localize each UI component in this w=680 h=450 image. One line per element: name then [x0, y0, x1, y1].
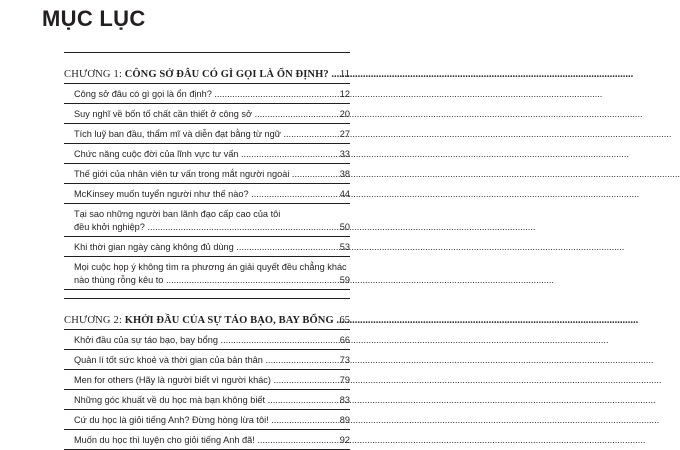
- chapter-title: CÔNG SỞ ĐÂU CÓ GÌ GỌI LÀ ỔN ĐỊNH?: [124, 69, 329, 80]
- chapter-section: [64, 52, 350, 290]
- table-of-contents: [64, 52, 350, 450]
- toc-entry-page-number: 53: [339, 242, 350, 252]
- toc-entry-title: Suy nghĩ về bốn tố chất cần thiết ở công sở .....: [74, 108, 339, 121]
- toc-entry[interactable]: [64, 144, 350, 164]
- toc-entry-title: Khi thời gian ngày càng không đủ dùng .....: [74, 241, 339, 254]
- toc-entry-page-number: 27: [339, 129, 350, 139]
- toc-entry-page-number: 38: [339, 169, 350, 179]
- chapter-section: [64, 298, 350, 450]
- toc-entry-title: Những góc khuất về du học mà bạn không biết .....: [74, 394, 339, 407]
- toc-entry-title: Cứ du học là giỏi tiếng Anh? Đừng hòng lừa tôi! .....: [74, 414, 339, 427]
- chapter-heading-text: [64, 314, 339, 327]
- toc-entry-page-number: 83: [339, 395, 350, 405]
- toc-entry-title: Tích luỹ ban đầu, thẩm mĩ và diễn đạt bằng từ ngữ .....: [74, 128, 339, 141]
- chapter-number: CHƯƠNG 2:: [64, 315, 123, 326]
- toc-entry-page-number: 50: [339, 222, 350, 232]
- toc-entry-page-number: 66: [339, 335, 350, 345]
- toc-entry-title-line: đều khởi nghiệp? .....: [74, 221, 339, 234]
- chapter-heading[interactable]: [64, 298, 350, 330]
- toc-entry-page-number: 73: [339, 355, 350, 365]
- toc-entry[interactable]: [64, 204, 350, 237]
- toc-entry-title-line: Mọi cuộc họp ý không tìm ra phương án giải quyết đều chẳng khác: [74, 262, 347, 272]
- toc-entry-title: Quản lí tốt sức khoẻ và thời gian của bản thân .....: [74, 354, 339, 367]
- toc-entry[interactable]: [64, 237, 350, 257]
- toc-entry-title: Thế giới của nhân viên tư vấn trong mắt người ngoài .....: [74, 168, 339, 181]
- toc-entry-title: Chức năng cuộc đời của lĩnh vực tư vấn .....: [74, 148, 339, 161]
- toc-entry[interactable]: [64, 164, 350, 184]
- toc-entry[interactable]: [64, 430, 350, 450]
- chapter-number: CHƯƠNG 1:: [64, 69, 123, 80]
- toc-entry-page-number: 79: [339, 375, 350, 385]
- toc-entry[interactable]: [64, 350, 350, 370]
- toc-entry-page-number: 33: [339, 149, 350, 159]
- toc-entry[interactable]: [64, 124, 350, 144]
- toc-entry-page-number: 12: [339, 89, 350, 99]
- toc-entry[interactable]: [64, 410, 350, 430]
- toc-entry[interactable]: [64, 104, 350, 124]
- toc-entry-page-number: 59: [339, 275, 350, 285]
- chapter-title: KHỞI ĐẦU CỦA SỰ TÁO BẠO, BAY BỔNG: [124, 315, 334, 326]
- toc-entry-title-line: Tại sao những người ban lãnh đạo cấp cao của tôi: [74, 209, 281, 219]
- toc-entry[interactable]: [64, 370, 350, 390]
- page-title: MỤC LỤC: [42, 6, 146, 31]
- chapter-heading-text: [64, 68, 339, 81]
- toc-entry-page-number: 89: [339, 415, 350, 425]
- toc-entry[interactable]: [64, 330, 350, 350]
- toc-entry-title: McKinsey muốn tuyển người như thế nào? .....: [74, 188, 339, 201]
- toc-entry-title: [74, 208, 339, 234]
- toc-entry-page-number: 92: [339, 435, 350, 445]
- toc-entry[interactable]: [64, 184, 350, 204]
- chapter-page-number: 65: [339, 315, 350, 326]
- toc-entry[interactable]: [64, 257, 350, 290]
- toc-entry-page-number: 20: [339, 109, 350, 119]
- toc-entry-title: Khởi đầu của sự táo bạo, bay bổng .....: [74, 334, 339, 347]
- toc-entry-title-line: nào thùng rỗng kêu to .....: [74, 274, 339, 287]
- toc-entry-title: Men for others (Hãy là người biết vì người khác) .....: [74, 374, 339, 387]
- toc-entry[interactable]: [64, 390, 350, 410]
- toc-entry-page-number: 44: [339, 189, 350, 199]
- toc-entry-title: Công sở đâu có gì gọi là ổn định? .....: [74, 88, 339, 101]
- chapter-page-number: 11: [339, 69, 350, 80]
- chapter-heading[interactable]: [64, 52, 350, 84]
- toc-entry[interactable]: [64, 84, 350, 104]
- toc-entry-title: Muốn du học thì luyện cho giỏi tiếng Anh đã! .....: [74, 434, 339, 447]
